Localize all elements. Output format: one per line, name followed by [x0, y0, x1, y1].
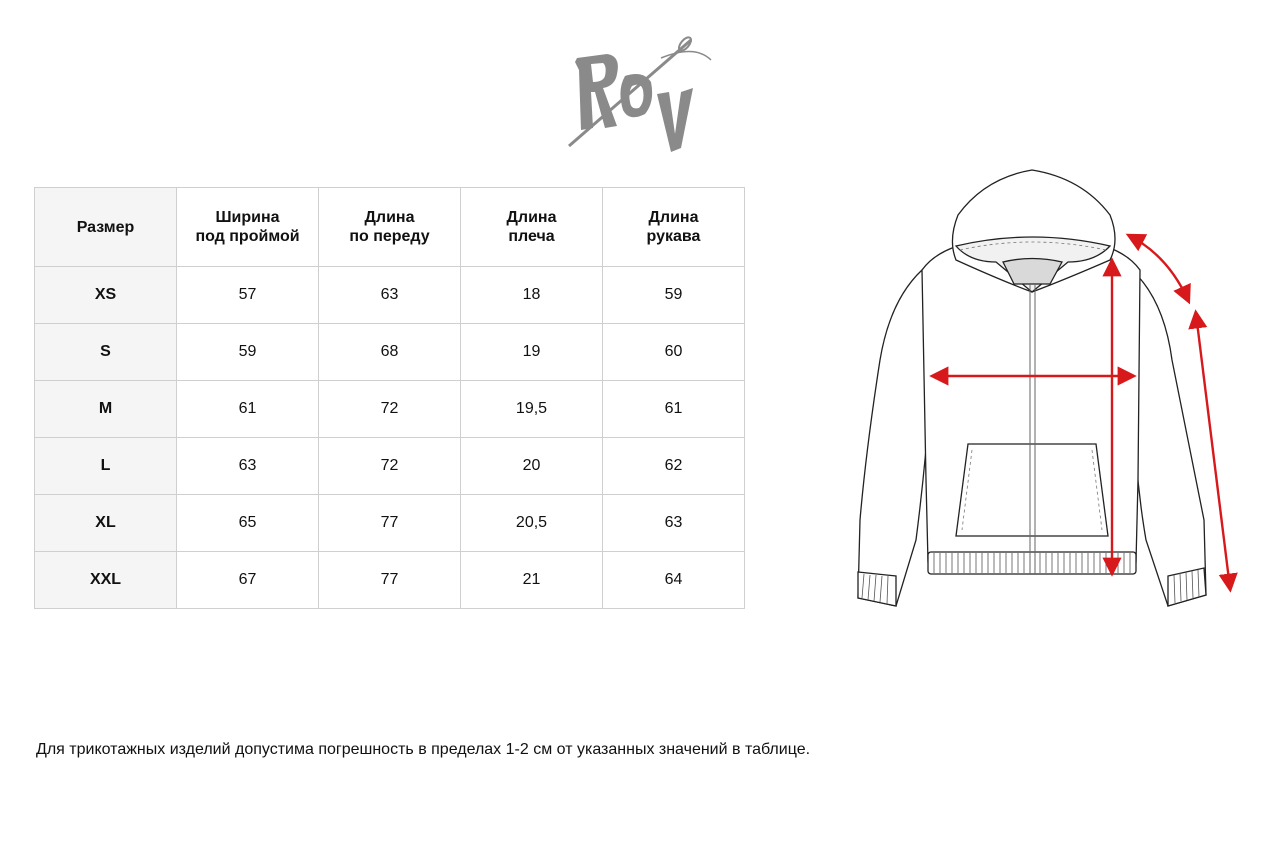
sleeve-cell: 59: [603, 267, 745, 324]
hoodie-diagram: [850, 160, 1250, 620]
table-row: [35, 381, 745, 438]
width-cell: 67: [177, 552, 319, 609]
front-length-cell: 72: [319, 381, 461, 438]
shoulder-cell: 21: [461, 552, 603, 609]
waistband: [928, 552, 1136, 574]
front-length-cell: 63: [319, 267, 461, 324]
shoulder-cell: 19: [461, 324, 603, 381]
size-cell: XS: [35, 267, 177, 324]
width-cell: 57: [177, 267, 319, 324]
front-length-cell: 68: [319, 324, 461, 381]
tolerance-note: Для трикотажных изделий допустима погрешность в пределах 1-2 см от указанных значений в таблице.: [36, 741, 811, 758]
header-sleeve-length: Длина рукава: [603, 188, 745, 267]
shoulder-cell: 20: [461, 438, 603, 495]
table-row: [35, 267, 745, 324]
front-length-cell: 77: [319, 495, 461, 552]
brand-logo: [565, 30, 715, 158]
size-cell: S: [35, 324, 177, 381]
shoulder-cell: 18: [461, 267, 603, 324]
header-shoulder-length: Длина плеча: [461, 188, 603, 267]
table-header-row: [35, 188, 745, 267]
table-row: [35, 552, 745, 609]
width-cell: 61: [177, 381, 319, 438]
sleeve-cell: 62: [603, 438, 745, 495]
width-cell: 63: [177, 438, 319, 495]
header-chest-width: Ширина под проймой: [177, 188, 319, 267]
size-cell: XL: [35, 495, 177, 552]
header-front-length: Длина по переду: [319, 188, 461, 267]
size-cell: XXL: [35, 552, 177, 609]
sleeve-cell: 64: [603, 552, 745, 609]
right-sleeve: [1132, 270, 1206, 606]
table-row: [35, 438, 745, 495]
kangaroo-pocket: [956, 444, 1108, 536]
header-size: Размер: [35, 188, 177, 267]
size-cell: M: [35, 381, 177, 438]
left-sleeve: [858, 270, 930, 606]
front-length-cell: 77: [319, 552, 461, 609]
shoulder-cell: 19,5: [461, 381, 603, 438]
width-cell: 65: [177, 495, 319, 552]
size-cell: L: [35, 438, 177, 495]
sleeve-cell: 60: [603, 324, 745, 381]
shoulder-cell: 20,5: [461, 495, 603, 552]
table-row: [35, 324, 745, 381]
sleeve-cell: 61: [603, 381, 745, 438]
front-length-cell: 72: [319, 438, 461, 495]
width-cell: 59: [177, 324, 319, 381]
table-row: [35, 495, 745, 552]
size-table: [34, 187, 745, 609]
sleeve-cell: 63: [603, 495, 745, 552]
